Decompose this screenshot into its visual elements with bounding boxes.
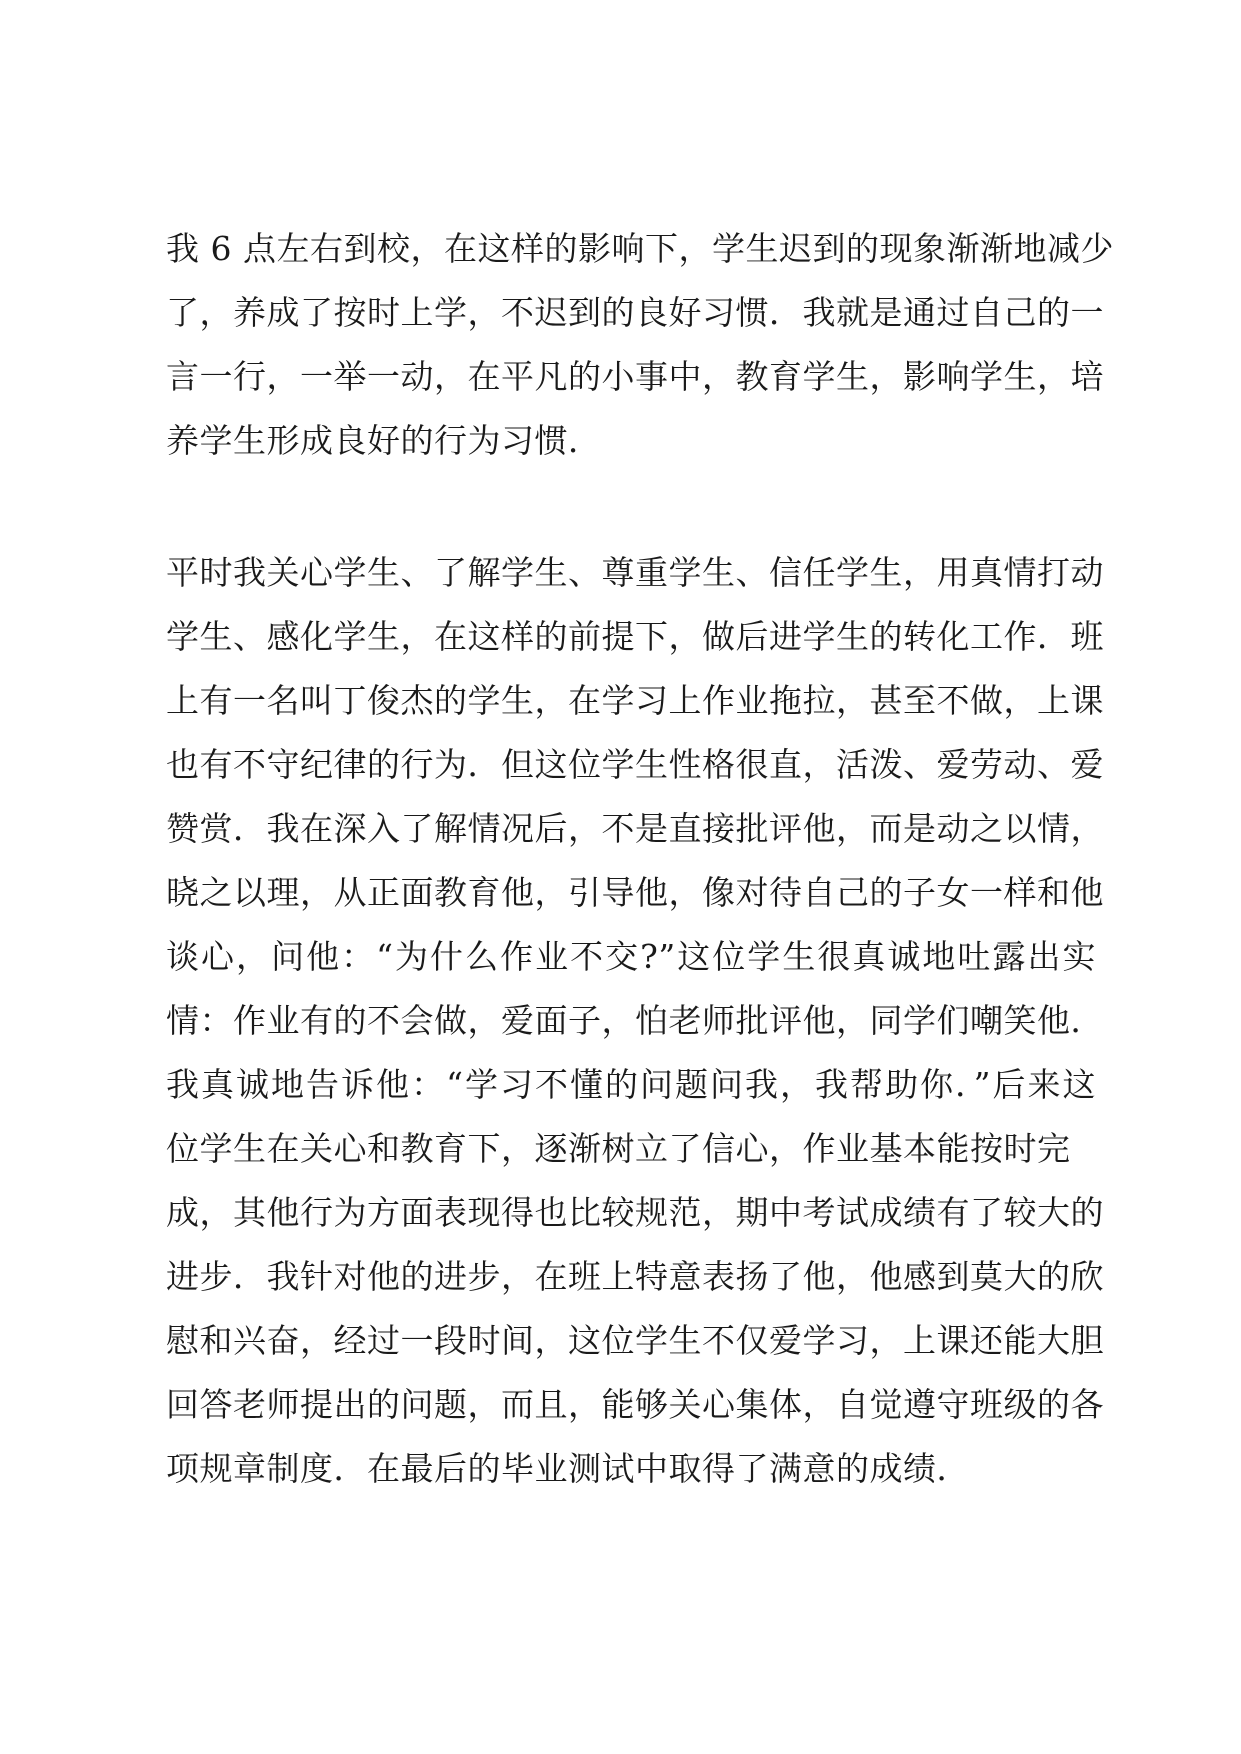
paragraph-line: 了，养成了按时上学，不迟到的良好习惯．我就是通过自己的一 — [166, 293, 1104, 332]
paragraph-line: 也有不守纪律的行为．但这位学生性格很直，活泼、爱劳动、爱 — [166, 745, 1104, 784]
paragraph-line: 位学生在关心和教育下，逐渐树立了信心，作业基本能按时完 — [166, 1129, 1071, 1168]
paragraph-line: 谈心，问他：“为什么作业不交?”这位学生很真诚地吐露出实 — [166, 937, 1096, 976]
paragraph-line: 言一行，一举一动，在平凡的小事中，教育学生，影响学生，培 — [166, 357, 1104, 396]
paragraph-line: 情：作业有的不会做，爱面子，怕老师批评他，同学们嘲笑他． — [166, 1001, 1104, 1040]
paragraph-line: 晓之以理，从正面教育他，引导他，像对待自己的子女一样和他 — [166, 873, 1104, 912]
paragraph-line: 我真诚地告诉他：“学习不懂的问题问我，我帮助你．”后来这 — [166, 1065, 1096, 1104]
paragraph-line: 赞赏．我在深入了解情况后，不是直接批评他，而是动之以情， — [166, 809, 1104, 848]
paragraph-line: 上有一名叫丁俊杰的学生，在学习上作业拖拉，甚至不做，上课 — [166, 681, 1104, 720]
paragraph-line: 学生、感化学生，在这样的前提下，做后进学生的转化工作．班 — [166, 617, 1104, 656]
paragraph-line: 平时我关心学生、了解学生、尊重学生、信任学生，用真情打动 — [166, 553, 1104, 592]
paragraph-line: 慰和兴奋，经过一段时间，这位学生不仅爱学习，上课还能大胆 — [166, 1321, 1104, 1360]
paragraph-line: 回答老师提出的问题，而且，能够关心集体，自觉遵守班级的各 — [166, 1385, 1104, 1424]
paragraph-line: 进步．我针对他的进步，在班上特意表扬了他，他感到莫大的欣 — [166, 1257, 1104, 1296]
paragraph-line: 项规章制度．在最后的毕业测试中取得了满意的成绩． — [166, 1449, 970, 1488]
paragraph-line: 成，其他行为方面表现得也比较规范，期中考试成绩有了较大的 — [166, 1193, 1104, 1232]
paragraph-line: 我 6 点左右到校，在这样的影响下，学生迟到的现象渐渐地减少 — [166, 229, 1114, 268]
paragraph-line: 养学生形成良好的行为习惯． — [166, 421, 602, 460]
